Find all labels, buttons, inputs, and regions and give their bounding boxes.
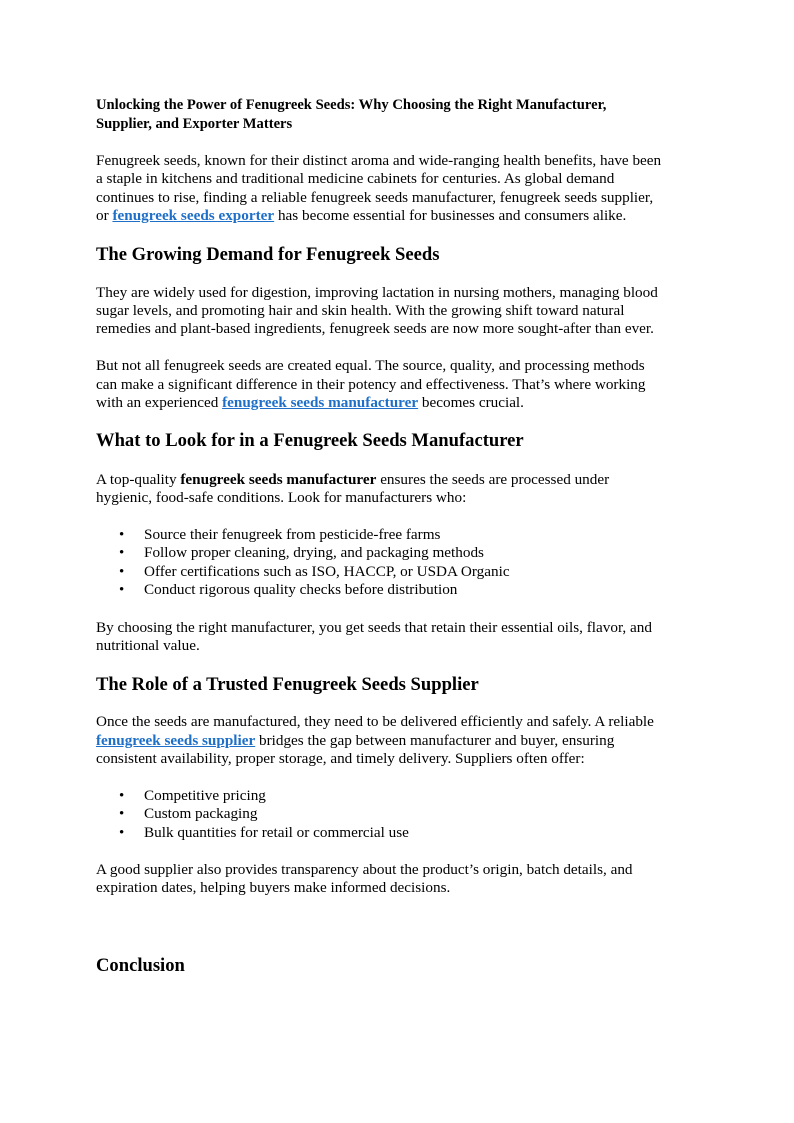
- list-item: Conduct rigorous quality checks before distribution: [144, 581, 458, 598]
- manufacturer-link[interactable]: fenugreek seeds manufacturer: [222, 394, 419, 411]
- bullet-icon: •: [119, 527, 125, 543]
- section-heading: The Growing Demand for Fenugreek Seeds: [96, 244, 440, 265]
- document-title: Unlocking the Power of Fenugreek Seeds: Why Choosing the Right Manufacturer,: [96, 97, 607, 113]
- text: ensures the seeds are processed under: [376, 471, 610, 488]
- section-heading: What to Look for in a Fenugreek Seeds Manufacturer: [96, 430, 524, 451]
- paragraph-line: remedies and plant-based ingredients, fenugreek seeds are now more sought-after than ever.: [96, 320, 654, 337]
- section-heading: The Role of a Trusted Fenugreek Seeds Supplier: [96, 674, 479, 695]
- bullet-icon: •: [119, 806, 125, 822]
- document-title: Supplier, and Exporter Matters: [96, 116, 293, 132]
- paragraph-line: can make a significant difference in their potency and effectiveness. That’s where working: [96, 376, 646, 393]
- paragraph-line: Fenugreek seeds, known for their distinct aroma and wide-ranging health benefits, have been: [96, 152, 662, 169]
- paragraph-line: But not all fenugreek seeds are created equal. The source, quality, and processing methods: [96, 357, 645, 374]
- paragraph-line: a staple in kitchens and traditional medicine cabinets for centuries. As global demand: [96, 170, 615, 187]
- paragraph-line: nutritional value.: [96, 637, 200, 654]
- paragraph-line: They are widely used for digestion, improving lactation in nursing mothers, managing blood: [96, 284, 658, 301]
- list-item: Offer certifications such as ISO, HACCP, or USDA Organic: [144, 563, 510, 580]
- paragraph-line: Once the seeds are manufactured, they need to be delivered efficiently and safely. A reliable: [96, 713, 654, 730]
- bullet-icon: •: [119, 788, 125, 804]
- paragraph-line: [96, 471, 609, 489]
- bullet-icon: •: [119, 825, 125, 841]
- text: becomes crucial.: [418, 394, 524, 411]
- bullet-icon: •: [119, 545, 125, 561]
- bullet-icon: •: [119, 564, 125, 580]
- paragraph-line: [96, 732, 614, 750]
- bold-text: fenugreek seeds manufacturer: [180, 471, 377, 488]
- paragraph-line: consistent availability, proper storage, and timely delivery. Suppliers often offer:: [96, 750, 585, 767]
- list-item: Source their fenugreek from pesticide-free farms: [144, 526, 441, 543]
- bullet-icon: •: [119, 582, 125, 598]
- list-item: Bulk quantities for retail or commercial use: [144, 824, 409, 841]
- paragraph-line: sugar levels, and promoting hair and skin health. With the growing shift toward natural: [96, 302, 625, 319]
- text: or: [96, 207, 113, 224]
- paragraph-line: By choosing the right manufacturer, you get seeds that retain their essential oils, flavor, and: [96, 619, 652, 636]
- list-item: Follow proper cleaning, drying, and packaging methods: [144, 544, 484, 561]
- paragraph-line: [96, 207, 626, 225]
- list-item: Custom packaging: [144, 805, 258, 822]
- exporter-link[interactable]: fenugreek seeds exporter: [112, 207, 275, 224]
- text: with an experienced: [96, 394, 223, 411]
- text: bridges the gap between manufacturer and buyer, ensuring: [255, 732, 615, 749]
- section-heading: Conclusion: [96, 955, 185, 976]
- text: A top-quality: [96, 471, 181, 488]
- paragraph-line: expiration dates, helping buyers make informed decisions.: [96, 879, 451, 896]
- supplier-link[interactable]: fenugreek seeds supplier: [96, 732, 256, 749]
- paragraph-line: hygienic, food-safe conditions. Look for manufacturers who:: [96, 489, 467, 506]
- paragraph-line: continues to rise, finding a reliable fenugreek seeds manufacturer, fenugreek seeds supplier,: [96, 189, 654, 206]
- paragraph-line: A good supplier also provides transparency about the product’s origin, batch details, and: [96, 861, 633, 878]
- paragraph-line: [96, 394, 524, 412]
- text: has become essential for businesses and consumers alike.: [274, 207, 627, 224]
- list-item: Competitive pricing: [144, 787, 266, 804]
